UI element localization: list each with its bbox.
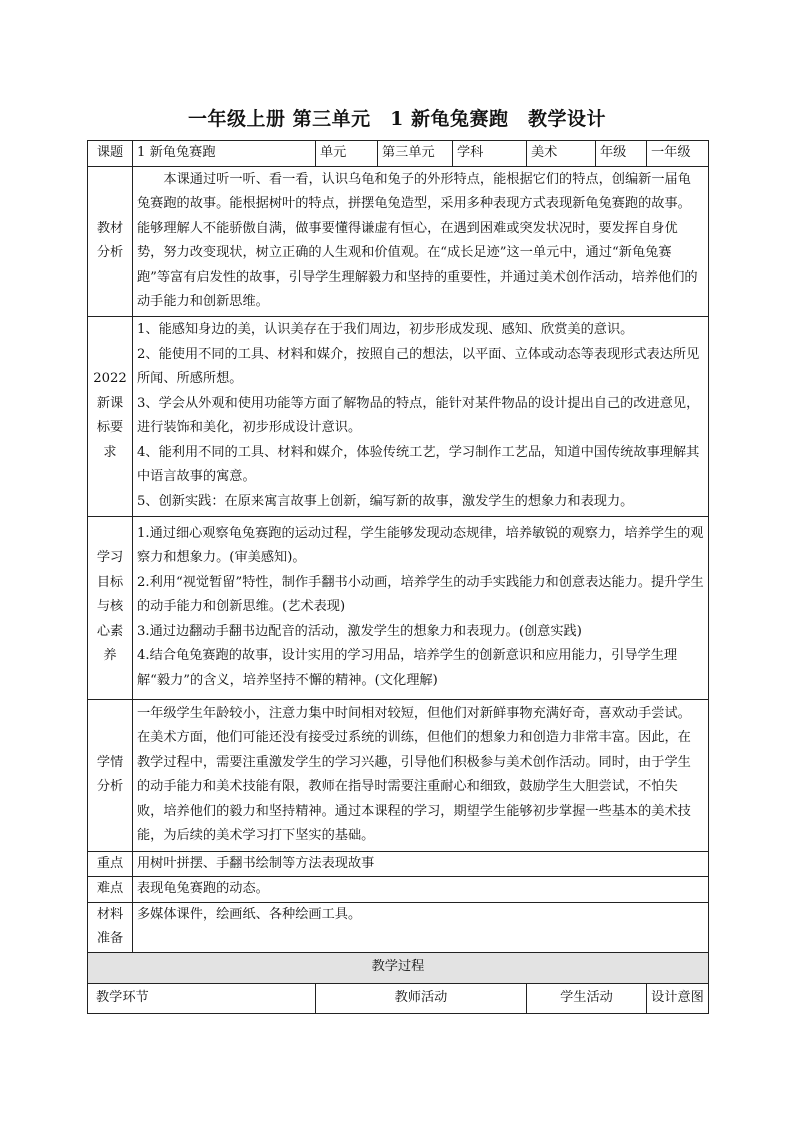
topic-value: 1 新龟兔赛跑 [133,141,316,167]
key-points-row [88,851,709,877]
process-col-student: 学生活动 [527,983,647,1013]
standards-item: 4、能利用不同的工具、材料和媒介，体验传统工艺，学习制作工艺品，知道中国传统故事理解其中语言故事的寓意。 [137,444,700,484]
standards-item: 2、能使用不同的工具、材料和媒介，按照自己的想法，以平面、立体或动态等表现形式表达所见所闻、所感所想。 [137,346,700,386]
standards-item: 3、学会从外观和使用功能等方面了解物品的特点，能针对某件物品的设计提出自己的改进意见，进行装饰和美化，初步形成设计意识。 [137,395,700,435]
standards-label: 2022新课标要求 [88,316,133,516]
subject-label: 学科 [453,141,527,167]
objectives-item: 1.通过细心观察龟兔赛跑的运动过程，学生能够发现动态规律，培养敏锐的观察力，培养学生的观察力和想象力。(审美感知)。 [137,525,704,566]
process-header-row [88,983,709,1013]
key-points-label: 重点 [88,851,133,877]
standards-item: 5、创新实践：在原来寓言故事上创新，编写新的故事，激发学生的想象力和表现力。 [137,493,634,509]
learner-analysis-row [88,699,709,851]
process-section-row [88,952,709,983]
process-section-title: 教学过程 [88,952,709,983]
unit-label: 单元 [316,141,378,167]
process-col-teacher: 教师活动 [316,983,527,1013]
standards-item: 1、能感知身边的美，认识美存在于我们周边，初步形成发现、感知、欣赏美的意识。 [137,322,634,337]
objectives-item: 4.结合龟兔赛跑的故事，设计实用的学习用品，培养学生的创新意识和应用能力，引导学生理解“毅力”的含义，培养坚持不懈的精神。(文化理解) [137,648,678,688]
standards-row [88,316,709,516]
materials-text: 多媒体课件，绘画纸、各种绘画工具。 [133,902,709,952]
difficulties-text: 表现龟兔赛跑的动态。 [133,877,709,903]
subject-value: 美术 [527,141,596,167]
grade-label: 年级 [596,141,647,167]
process-col-stage: 教学环节 [88,983,316,1013]
learner-analysis-label: 学情分析 [88,699,133,851]
lesson-plan-table [87,140,709,1014]
learner-analysis-text: 一年级学生年龄较小，注意力集中时间相对较短，但他们对新鲜事物充满好奇，喜欢动手尝试。在美术方面，他们可能还没有接受过系统的训练，但他们的想象力和创造力非常丰富。因此，在教学过程中，需要注重激发学生的学习兴趣，引导他们积极参与美术创作活动。同时，由于学生的动手能力和美术技能有限，教师在指导时需要注重耐心和细致，鼓励学生大胆尝试，不怕失败，培养他们的毅力和坚持精神。通过本课程的学习，期望学生能够初步掌握一些基本的美术技能，为后续的美术学习打下坚实的基础。 [137,705,691,843]
unit-value: 第三单元 [378,141,453,167]
page-title: 一年级上册 第三单元 1 新龟兔赛跑 教学设计 [188,108,606,130]
objectives-item: 2.利用“视觉暂留”特性，制作手翻书小动画，培养学生的动手实践能力和创意表达能力。提升学生的动手能力和创新思维。(艺术表现) [137,574,704,615]
process-col-intent: 设计意图 [647,983,709,1013]
header-row [88,141,709,167]
material-analysis-row [88,166,709,316]
topic-label: 课题 [88,141,133,167]
key-points-text: 用树叶拼摆、手翻书绘制等方法表现故事 [133,851,709,877]
grade-value: 一年级 [647,141,709,167]
objectives-label: 学习目标与核心素养 [88,516,133,699]
material-analysis-label: 教材分析 [88,166,133,316]
difficulties-row [88,877,709,903]
materials-label: 材料准备 [88,902,133,952]
materials-row [88,902,709,952]
material-analysis-text: 本课通过听一听、看一看，认识乌龟和兔子的外形特点，能根据它们的特点，创编新一届龟兔赛跑的故事。能根据树叶的特点，拼摆龟兔造型，采用多种表现方式表现新龟兔赛跑的故事。能够理解人不能骄傲自满，做事要懂得谦虚有恒心，在遇到困难或突发状况时，要发挥自身优势，努力改变现状，树立正确的人生观和价值观。在“成长足迹”这一单元中，通过“新龟兔赛跑”等富有启发性的故事，引导学生理解毅力和坚持的重要性，并通过美术创作活动，培养他们的动手能力和创新思维。 [137,171,698,309]
objectives-row [88,516,709,699]
difficulties-label: 难点 [88,877,133,903]
objectives-item: 3.通过边翻动手翻书边配音的活动，激发学生的想象力和表现力。(创意实践) [137,623,582,639]
